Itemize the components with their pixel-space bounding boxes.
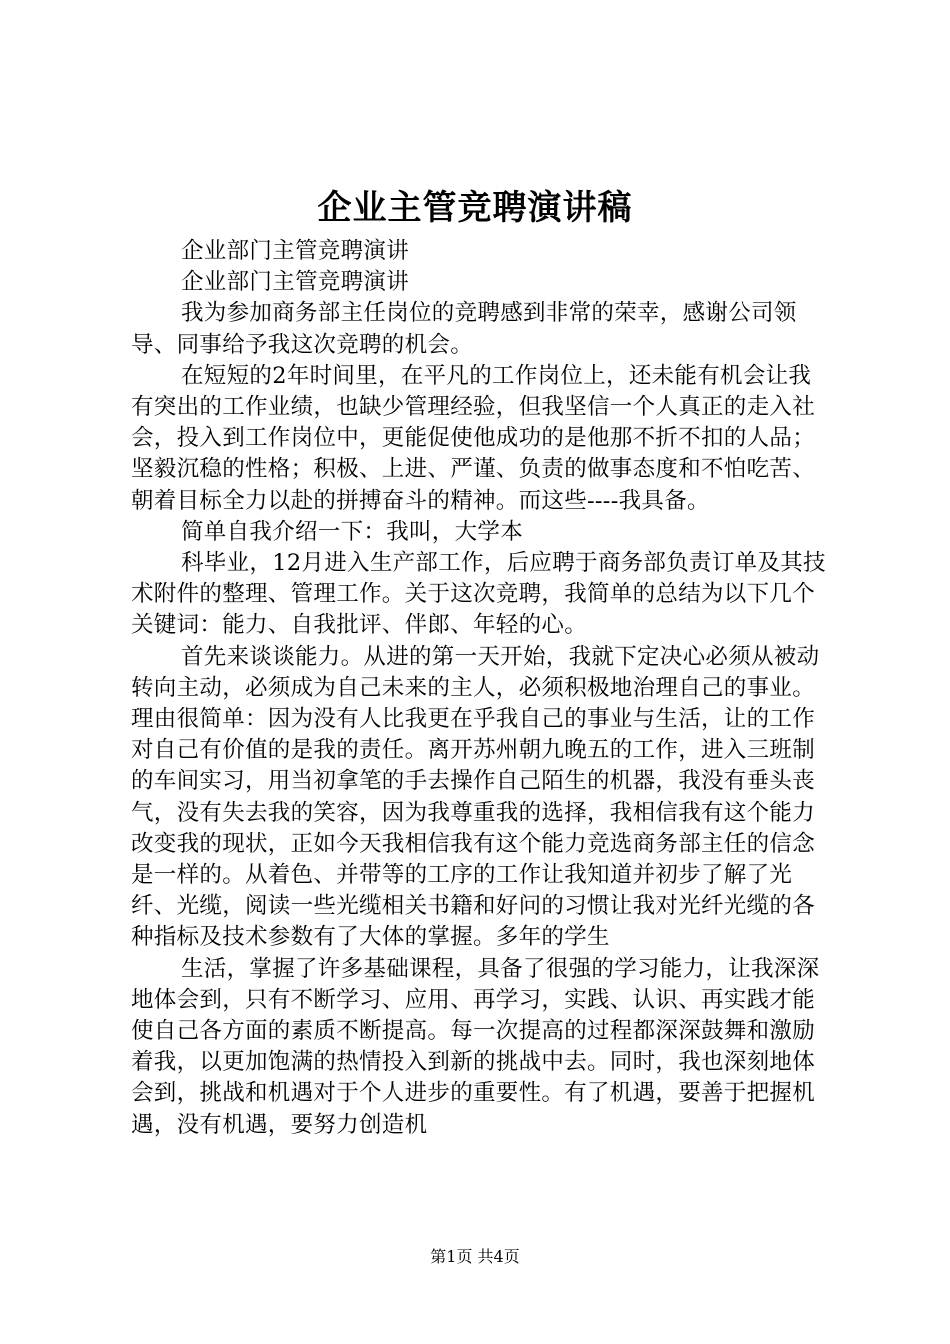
paragraph: 科毕业，12月进入生产部工作，后应聘于商务部负责订单及其技术附件的整理、管理工作。关于这次竞聘，我简单的总结为以下几个关键词：能力、自我批评、伴郎、年轻的心。 [131, 550, 826, 639]
paragraph: 企业部门主管竞聘演讲 [181, 269, 410, 296]
paragraph: 企业部门主管竞聘演讲 [181, 238, 410, 264]
paragraph: 首先来谈谈能力。从进的第一天开始，我就下定决心必须从被动转向主动，必须成为自己未来的主人，必须积极地治理自己的事业。理由很简单：因为没有人比我更在乎我自己的事业与生活，让的工作对自己有价值的是我的责任。离开苏州朝九晚五的工作，进入三班制的车间实习，用当初拿笔的手去操作自己陌生的机器，我没有垂头丧气，没有失去我的笑容，因为我尊重我的选择，我相信我有这个能力改变我的现状，正如今天我相信我有这个能力竞选商务部主任的信念是一样的。从着色、并带等的工序的工作让我知道并初步了解了光纤、光缆，阅读一些光缆相关书籍和好问的习惯让我对光纤光缆的各种指标及技术参数有了大体的掌握。多年的学生 [131, 643, 820, 951]
document-body [131, 236, 831, 1141]
paragraph: 在短短的2年时间里，在平凡的工作岗位上，还未能有机会让我有突出的工作业绩，也缺少管理经验，但我坚信一个人真正的走入社会，投入到工作岗位中，更能促使他成功的是他那不折不扣的人品；坚毅沉稳的性格；积极、上进、严谨、负责的做事态度和不怕吃苦、朝着目标全力以赴的拼搏奋斗的精神。而这些----我具备。 [131, 362, 816, 514]
paragraph: 我为参加商务部主任岗位的竞聘感到非常的荣幸，感谢公司领导、同事给予我这次竞聘的机会。 [131, 300, 797, 358]
paragraph: 简单自我介绍一下：我叫，大学本 [181, 518, 524, 545]
page-number-footer: 第1页 共4页 [430, 1247, 520, 1266]
paragraph: 生活，掌握了许多基础课程，具备了很强的学习能力，让我深深地体会到，只有不断学习、应用、再学习，实践、认识、再实践才能使自己各方面的素质不断提高。每一次提高的过程都深深鼓舞和激励着我，以更加饱满的热情投入到新的挑战中去。同时，我也深刻地体会到，挑战和机遇对于个人进步的重要性。有了机遇，要善于把握机遇，没有机遇，要努力创造机 [131, 955, 820, 1138]
document-title: 企业主管竞聘演讲稿 [317, 188, 633, 228]
